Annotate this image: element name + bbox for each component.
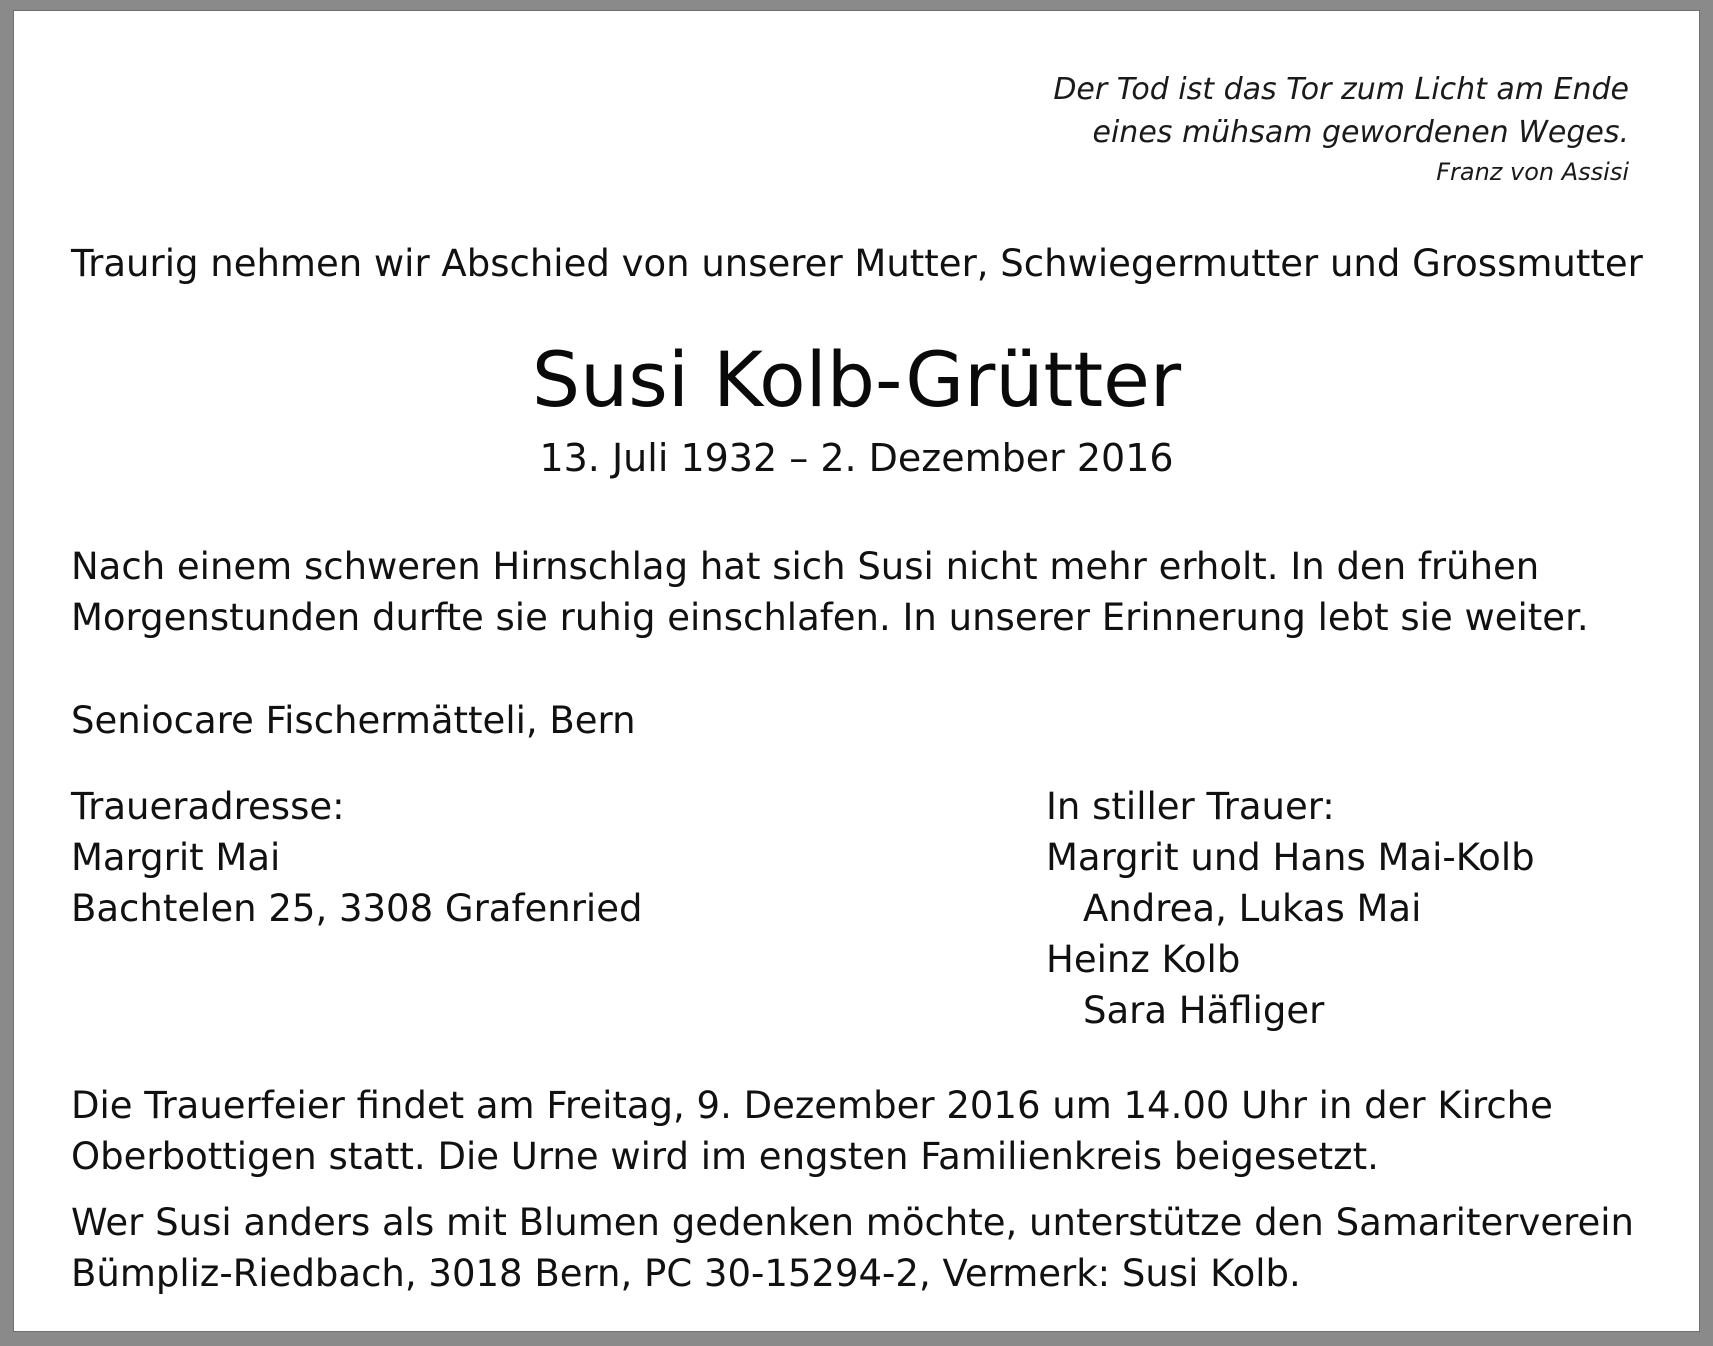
mourners-list [1046,781,1535,1036]
ceremony-line-2: Oberbottigen statt. Die Urne wird im engsten Familienkreis beigesetzt. [71,1135,1379,1178]
location-text: Seniocare Fischermätteli, Bern [71,699,636,742]
ceremony-paragraph [71,1080,1553,1182]
message-line-1: Nach einem schweren Hirnschlag hat sich Susi nicht mehr erholt. In den frühen [71,545,1540,588]
mourner-entry: Andrea, Lukas Mai [1083,887,1422,930]
mourning-address-name: Margrit Mai [71,836,281,879]
life-dates: 13. Juli 1932 – 2. Dezember 2016 [539,436,1174,480]
mourner-entry: Sara Häfliger [1083,989,1325,1032]
epigraph-author: Franz von Assisi [1436,158,1629,186]
ceremony-line-1: Die Trauerfeier findet am Freitag, 9. Dezember 2016 um 14.00 Uhr in der Kirche [71,1084,1553,1127]
mourners-heading: In stiller Trauer: [1046,785,1335,828]
obituary-notice [13,10,1700,1332]
epigraph-line-2: eines mühsam gewordenen Weges. [1092,115,1629,150]
message-paragraph [71,541,1589,643]
donation-line-2: Bümpliz-Riedbach, 3018 Bern, PC 30-15294-2, Vermerk: Susi Kolb. [71,1252,1301,1295]
epigraph-line-1: Der Tod ist das Tor zum Licht am Ende [1053,72,1629,107]
mourner-entry: Margrit und Hans Mai-Kolb [1046,836,1535,879]
intro-text: Traurig nehmen wir Abschied von unserer Mutter, Schwiegermutter und Grossmutter [71,242,1643,285]
deceased-name: Susi Kolb-Grütter [531,335,1182,424]
mourning-address-heading: Traueradresse: [71,785,345,828]
epigraph [1053,68,1629,190]
mourning-address [71,781,642,934]
message-line-2: Morgenstunden durfte sie ruhig einschlafen. In unserer Erinnerung lebt sie weiter. [71,596,1589,639]
donation-line-1: Wer Susi anders als mit Blumen gedenken möchte, unterstütze den Samariterverein [71,1201,1634,1244]
mourner-entry: Heinz Kolb [1046,938,1241,981]
mourning-address-street: Bachtelen 25, 3308 Grafenried [71,887,643,930]
donation-paragraph [71,1197,1634,1299]
